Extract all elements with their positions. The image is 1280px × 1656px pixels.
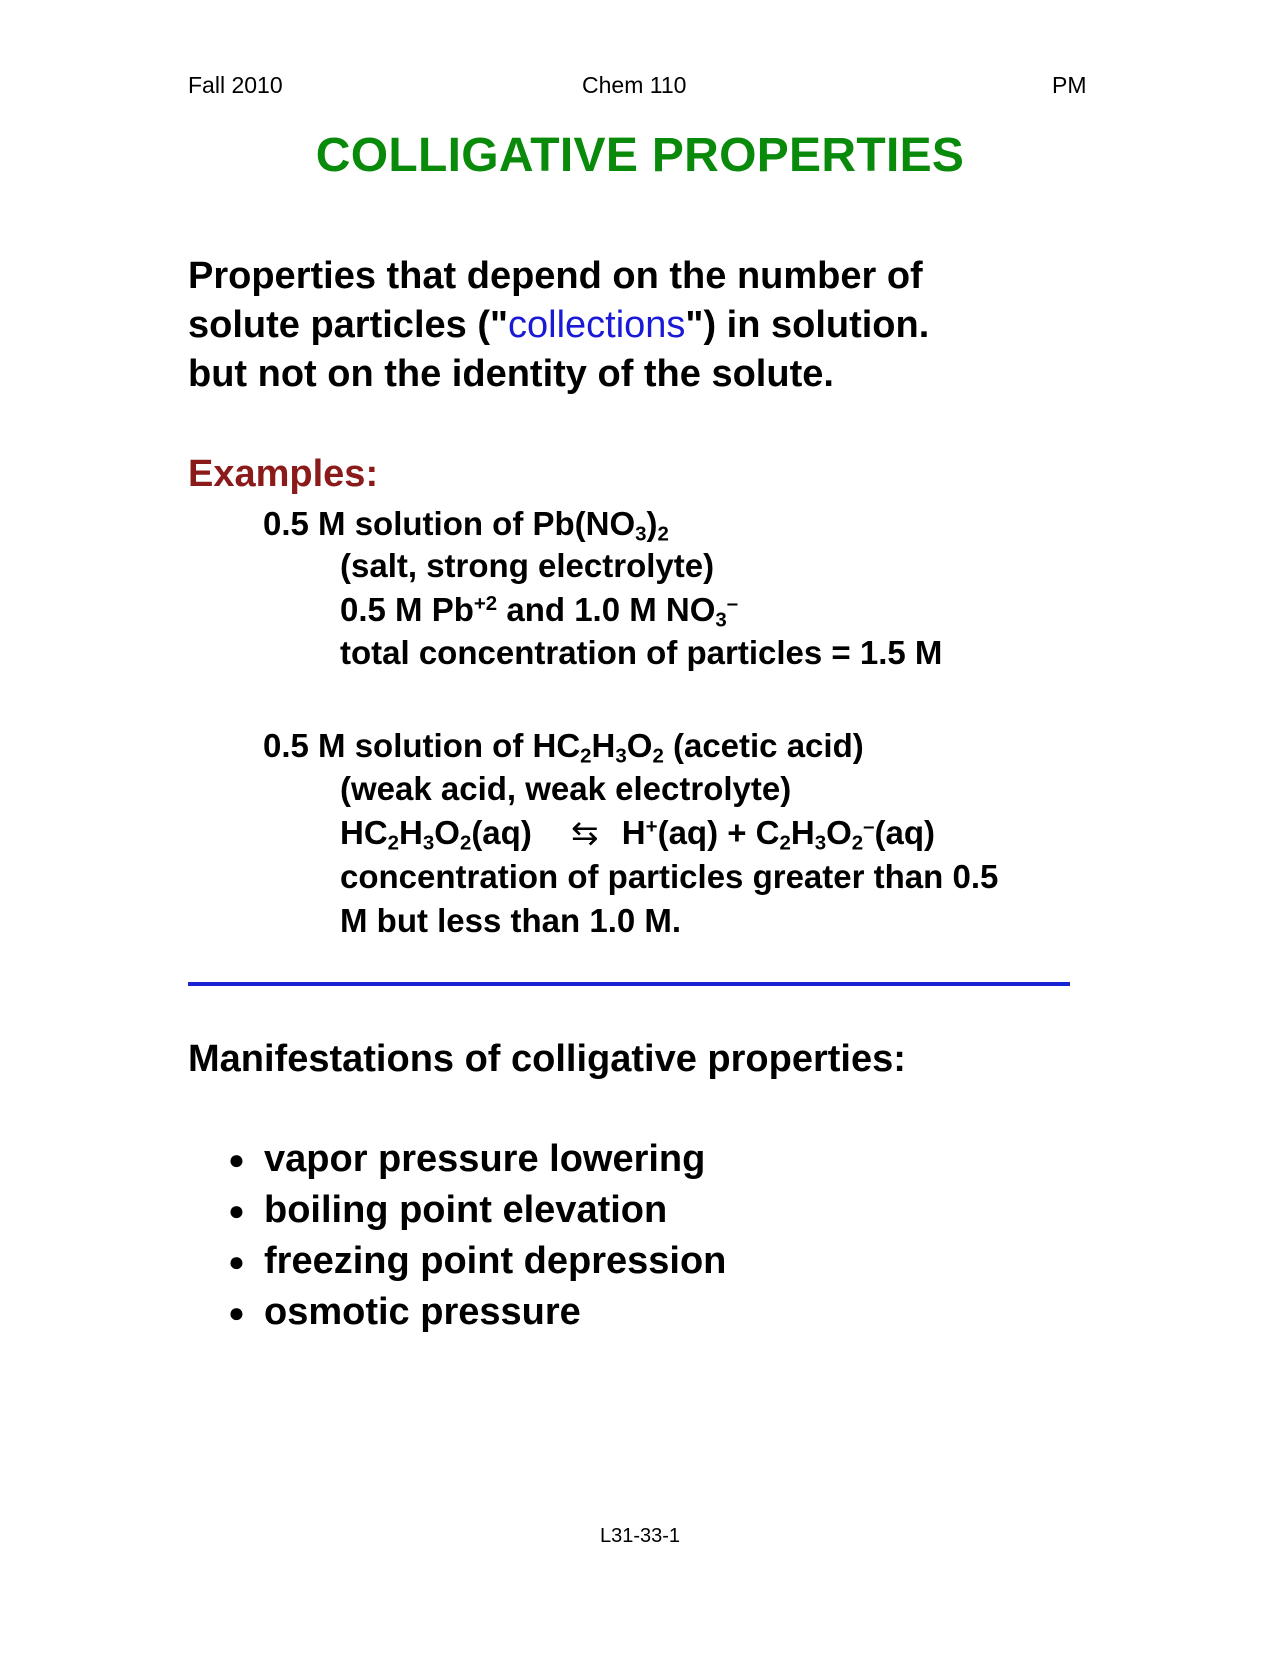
bullet-icon: ● [228, 1144, 245, 1175]
bullet-icon: ● [228, 1195, 245, 1226]
list-item-text: vapor pressure lowering [264, 1138, 706, 1180]
list-item-text: freezing point depression [264, 1240, 727, 1282]
example-1-description: (salt, strong electrolyte) [340, 547, 715, 584]
example-2-title: 0.5 M solution of $HC_2H_3O_2$ (acetic acid) [263, 727, 864, 768]
bullet-icon: ● [228, 1297, 245, 1328]
example-2-concentration: concentration of particles greater than 0.5 [340, 858, 999, 895]
collections-highlight: collections [508, 304, 686, 346]
definition-line-3: but not on the identity of the solute. [188, 353, 834, 395]
definition-line-1: Properties that depend on the number of [188, 255, 923, 297]
definition-paragraph [188, 252, 1148, 399]
example-1-title: 0.5 M solution of $Pb(NO_3)_2$ [263, 505, 669, 546]
manifestations-list [228, 1134, 726, 1338]
example-1-total: total concentration of particles = 1.5 M [340, 634, 943, 671]
page-code: L31-33-1 [599, 1525, 681, 1547]
list-item [228, 1134, 726, 1185]
list-item [228, 1287, 726, 1338]
example-2-equilibrium: $HC_2H_3O_2(aq)$ ⇆ $H^+(aq) + C_2H_3O_2^-(aq)$ [340, 814, 936, 855]
list-item-text: boiling point elevation [264, 1189, 668, 1231]
examples-heading: Examples: [188, 453, 379, 495]
list-item [228, 1236, 726, 1287]
definition-line-2-post: ") in solution. [685, 304, 930, 346]
list-item [228, 1185, 726, 1236]
bullet-icon: ● [228, 1246, 245, 1277]
page-title: COLLIGATIVE PROPERTIES [315, 129, 965, 182]
example-2-concentration-cont: M but less than 1.0 M. [340, 902, 682, 939]
manifestations-heading: Manifestations of colligative properties: [188, 1038, 906, 1080]
example-2-description: (weak acid, weak electrolyte) [340, 770, 792, 807]
header-section: PM [1052, 72, 1087, 98]
header-course-term: Fall 2010 [188, 72, 283, 98]
section-divider [188, 982, 1070, 986]
definition-line-2-pre: solute particles (" [188, 304, 508, 346]
header-course-name: Chem 110 [582, 72, 687, 98]
example-1-ions: 0.5 M $Pb^{+2}$ and 1.0 M $NO_3^-$ [340, 591, 739, 632]
definition-line-2 [188, 301, 1148, 350]
list-item-text: osmotic pressure [264, 1291, 581, 1333]
